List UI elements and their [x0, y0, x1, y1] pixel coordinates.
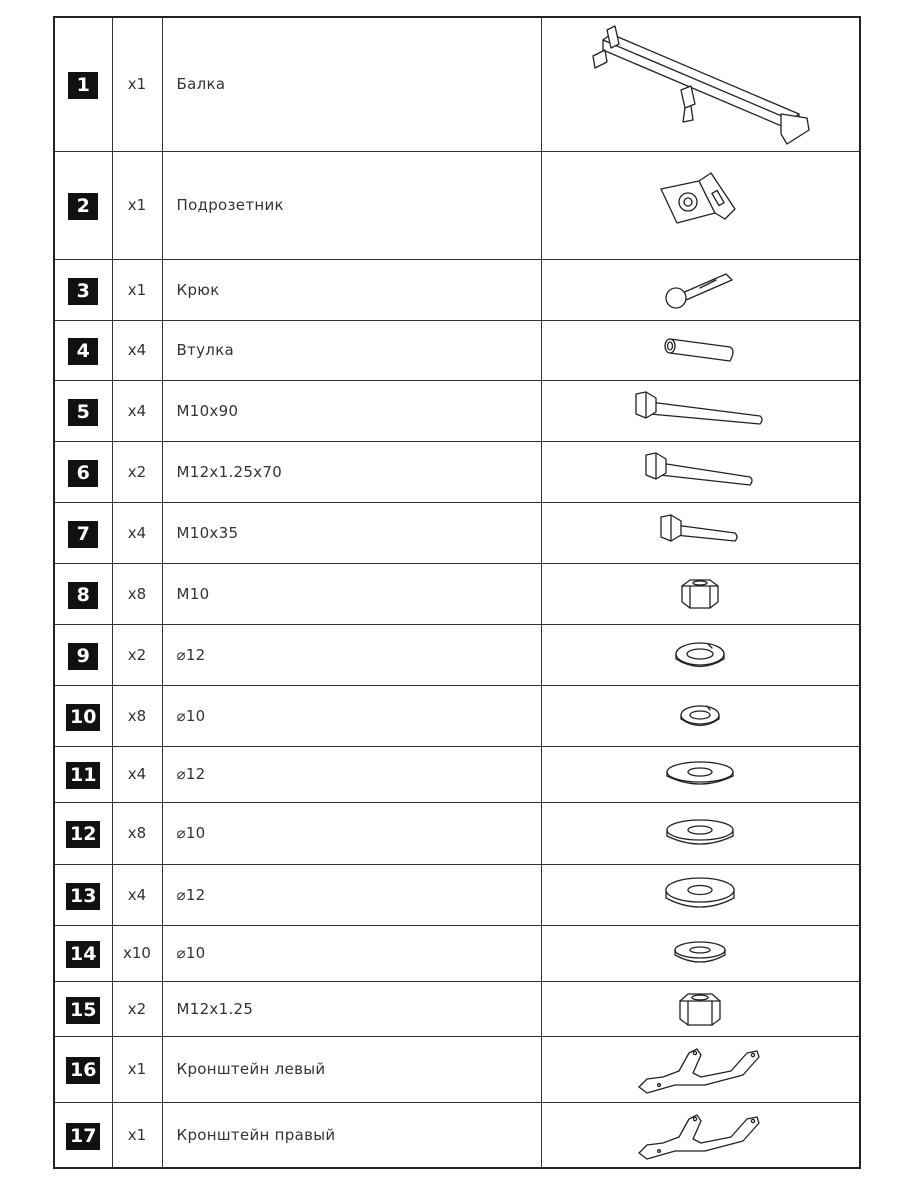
part-row — [54, 441, 860, 502]
bolt-icon — [640, 449, 760, 495]
part-number-badge: 17 — [66, 1123, 100, 1150]
part-name: ⌀12 — [162, 624, 541, 685]
part-quantity: x2 — [112, 441, 162, 502]
part-name: ⌀10 — [162, 685, 541, 746]
part-row — [54, 320, 860, 380]
part-quantity: x4 — [112, 502, 162, 563]
short-bolt-icon — [655, 513, 745, 553]
part-number-badge: 3 — [68, 278, 98, 305]
part-number-badge: 2 — [68, 193, 98, 220]
part-name: Крюк — [162, 259, 541, 320]
spring-washer-icon — [670, 638, 730, 672]
part-number-badge: 5 — [68, 399, 98, 426]
part-name: M12x1.25x70 — [162, 441, 541, 502]
flat-washer-icon — [663, 758, 737, 790]
flat-washer-icon — [663, 816, 737, 850]
part-number-badge: 4 — [68, 338, 98, 365]
part-number-badge: 7 — [68, 521, 98, 548]
left-bracket-icon — [635, 1041, 765, 1097]
part-name: Балка — [162, 17, 541, 151]
part-row — [54, 17, 860, 151]
hex-nut-icon — [674, 989, 726, 1029]
part-name: ⌀12 — [162, 746, 541, 802]
part-row — [54, 380, 860, 441]
part-row — [54, 685, 860, 746]
part-quantity: x1 — [112, 17, 162, 151]
flat-washer-icon — [671, 938, 729, 968]
part-name: ⌀12 — [162, 864, 541, 925]
part-quantity: x8 — [112, 685, 162, 746]
part-number-badge: 6 — [68, 460, 98, 487]
part-name: M10 — [162, 563, 541, 624]
part-name: Втулка — [162, 320, 541, 380]
part-row — [54, 925, 860, 981]
part-row — [54, 802, 860, 864]
part-number-badge: 13 — [66, 883, 100, 910]
part-quantity: x4 — [112, 746, 162, 802]
hex-nut-icon — [676, 576, 724, 612]
part-quantity: x4 — [112, 380, 162, 441]
part-quantity: x10 — [112, 925, 162, 981]
part-quantity: x1 — [112, 1036, 162, 1102]
part-name: M10x90 — [162, 380, 541, 441]
part-number-badge: 10 — [66, 704, 100, 731]
part-name: ⌀10 — [162, 925, 541, 981]
part-quantity: x1 — [112, 1102, 162, 1168]
part-row — [54, 981, 860, 1036]
part-quantity: x8 — [112, 802, 162, 864]
part-row — [54, 746, 860, 802]
part-row — [54, 624, 860, 685]
part-number-badge: 1 — [68, 72, 98, 99]
part-row — [54, 864, 860, 925]
part-name: M12x1.25 — [162, 981, 541, 1036]
part-name: Кронштейн правый — [162, 1102, 541, 1168]
part-name: M10x35 — [162, 502, 541, 563]
part-name: Кронштейн левый — [162, 1036, 541, 1102]
part-quantity: x4 — [112, 320, 162, 380]
part-quantity: x1 — [112, 151, 162, 259]
part-row — [54, 259, 860, 320]
part-number-badge: 14 — [66, 941, 100, 968]
part-quantity: x1 — [112, 259, 162, 320]
part-number-badge: 11 — [66, 762, 100, 789]
part-number-badge: 8 — [68, 582, 98, 609]
part-name: Подрозетник — [162, 151, 541, 259]
part-number-badge: 12 — [66, 821, 100, 848]
parts-list-table — [53, 16, 861, 1169]
part-row — [54, 1102, 860, 1168]
part-quantity: x2 — [112, 981, 162, 1036]
tow-ball-hook-icon — [660, 266, 740, 314]
part-name: ⌀10 — [162, 802, 541, 864]
bushing-icon — [660, 333, 740, 367]
part-number-badge: 15 — [66, 997, 100, 1024]
part-quantity: x2 — [112, 624, 162, 685]
tow-bar-beam-icon — [585, 22, 815, 146]
part-number-badge: 9 — [68, 643, 98, 670]
part-row — [54, 1036, 860, 1102]
socket-bracket-icon — [655, 169, 745, 241]
part-row — [54, 502, 860, 563]
part-row — [54, 563, 860, 624]
part-quantity: x8 — [112, 563, 162, 624]
large-flat-washer-icon — [662, 874, 738, 916]
long-bolt-icon — [630, 388, 770, 434]
part-row — [54, 151, 860, 259]
part-number-badge: 16 — [66, 1057, 100, 1084]
spring-washer-icon — [675, 701, 725, 731]
right-bracket-icon — [635, 1107, 765, 1163]
part-quantity: x4 — [112, 864, 162, 925]
